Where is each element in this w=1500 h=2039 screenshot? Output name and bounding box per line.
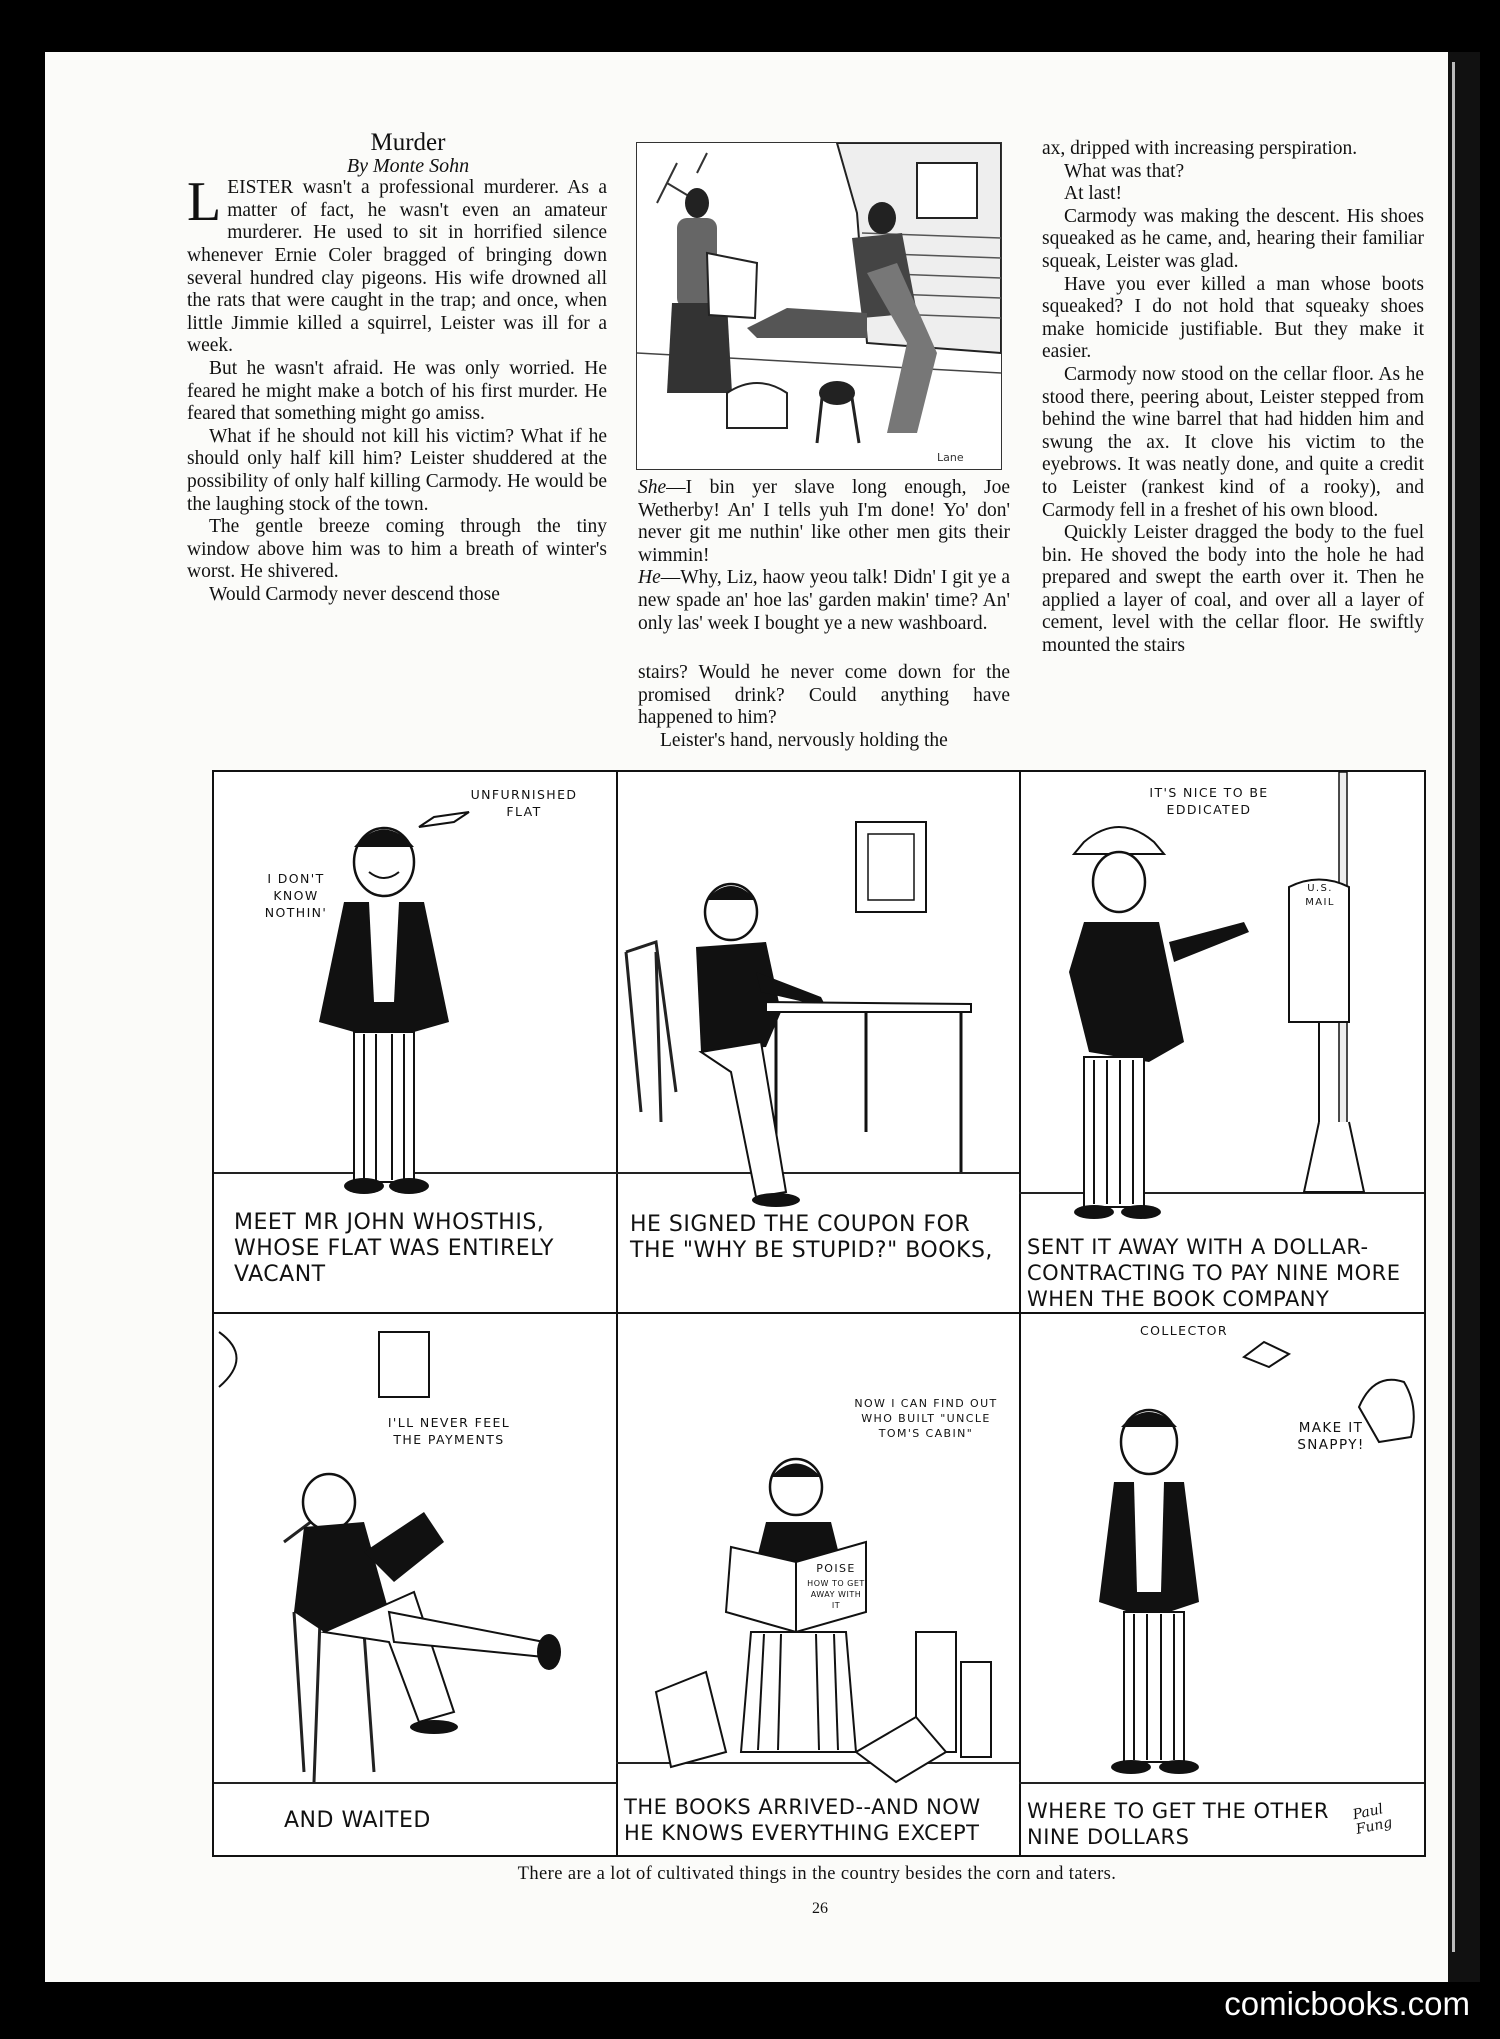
watermark: comicbooks.com xyxy=(1224,1985,1470,2022)
story-title: Murder xyxy=(370,129,446,156)
panel-3-caption: SENT IT AWAY WITH A DOLLAR-CONTRACTING TO PAY NINE MORE WHEN THE BOOK COMPANY xyxy=(1027,1235,1401,1311)
comic-panel-2 xyxy=(616,772,1021,1314)
story-paragraph: The gentle breeze coming through the tiny window above him was to him a breath of winter's worst. He shivered. xyxy=(187,516,607,583)
story-paragraph: Carmody now stood on the cellar floor. As he stood there, peering about, Leister stepped from behind the wine barrel that had hidden him and swung the ax. It clove his victim to the eyebrows. It was neatly done, and quite a credit to Leister (rankest kind of a rooky), and Carmody fell in a freshet of his own blood. xyxy=(1042,363,1424,521)
speech-balloon-panel-1: I DON'T KNOW NOTHIN' xyxy=(264,871,328,920)
story-column-3 xyxy=(1042,138,1424,658)
story-column-2 xyxy=(638,662,1010,752)
svg-text:Lane: Lane xyxy=(937,451,964,464)
story-paragraph: stairs? Would he never come down for the promised drink? Could anything have happened to him? xyxy=(638,662,1010,729)
strip-caption: There are a lot of cultivated things in the country besides the corn and taters. xyxy=(517,1864,1117,1884)
panel-2-caption: HE SIGNED THE COUPON FOR THE "WHY BE STUPID?" BOOKS, xyxy=(630,1212,993,1263)
drop-cap: L xyxy=(187,171,222,234)
panel-4-caption: AND WAITED xyxy=(284,1808,431,1833)
speech-balloon-panel-5: NOW I CAN FIND OUT WHO BUILT "UNCLE TOM'S CABIN" xyxy=(854,1397,998,1440)
story-paragraph: What if he should not kill his victim? What if he should only half kill him? Leister shuddered at the possibility of only half killing Carmody. He would be the laughing stock of the town. xyxy=(187,425,607,515)
story-paragraph: Carmody was making the descent. His shoes squeaked as he came, and, hearing their familiar squeak, Leister was glad. xyxy=(1042,205,1424,272)
cartoon-dialogue-he: He—Why, Liz, haow yeou talk! Didn' I git ye a new spade an' hoe las' garden makin' time? An' only las' week I bought ye a new washboard. xyxy=(638,567,1010,634)
farm-cartoon-illustration xyxy=(636,142,1002,470)
speech-balloon-panel-4: I'LL NEVER FEEL THE PAYMENTS xyxy=(387,1415,511,1447)
comic-panel-1 xyxy=(214,772,618,1314)
comic-panel-3 xyxy=(1019,772,1424,1314)
comic-panel-4 xyxy=(214,1312,618,1855)
next-page-edge xyxy=(1448,52,1480,1982)
story-paragraph: Would Carmody never descend those xyxy=(209,583,500,605)
comic-strip xyxy=(212,770,1426,1857)
story-column-1 xyxy=(187,129,607,606)
artist-signature: Paul Fung xyxy=(1351,1801,1394,1838)
label-unfurnished-flat: UNFURNISHED FLAT xyxy=(470,787,578,819)
mailbox-label: U.S. MAIL xyxy=(1305,883,1335,908)
label-collector: COLLECTOR xyxy=(1140,1323,1228,1338)
panel-1-caption: MEET MR JOHN WHOSTHIS, WHOSE FLAT WAS ENTIRELY VACANT xyxy=(234,1210,554,1287)
story-paragraph: Leister's hand, nervously holding the xyxy=(660,729,948,751)
speech-balloon-panel-6: MAKE IT SNAPPY! xyxy=(1297,1420,1365,1453)
panel-6-caption: WHERE TO GET THE OTHER NINE DOLLARS xyxy=(1027,1799,1330,1849)
story-paragraph: But he wasn't afraid. He was only worried. He feared he might make a botch of his first murder. He feared that something might go amiss. xyxy=(187,357,607,425)
comic-panel-6 xyxy=(1019,1312,1424,1855)
page-number: 26 xyxy=(812,1900,828,1917)
story-paragraph: ax, dripped with increasing perspiration. xyxy=(1042,138,1358,159)
story-paragraph: What was that? xyxy=(1064,160,1185,182)
cartoon-dialogue-she: She—I bin yer slave long enough, Joe Wetherby! An' I tells yuh I'm done! Yo' don' never git me nuthin' like other men gits their wimmin! xyxy=(638,477,1010,566)
panel-5-caption: THE BOOKS ARRIVED--AND NOW HE KNOWS EVERYTHING EXCEPT xyxy=(624,1795,981,1845)
story-byline: By Monte Sohn xyxy=(346,154,470,177)
story-paragraph: At last! xyxy=(1064,183,1122,205)
story-paragraph: Quickly Leister dragged the body to the fuel bin. He shoved the body into the hole he had prepared and swept the earth over it. Then he applied a layer of coal, and over all a layer of cement, level with the cellar floor. He swiftly mounted the stairs xyxy=(1042,522,1424,657)
comic-panel-5 xyxy=(616,1312,1021,1855)
book-title-poise: POISE xyxy=(816,1562,856,1575)
story-paragraph: Have you ever killed a man whose boots squeaked? I do not hold that squeaky shoes make homicide justifiable. But they make it easier. xyxy=(1042,273,1424,363)
cartoon-caption xyxy=(638,477,1010,635)
story-paragraph: LEISTER wasn't a professional murderer. As a matter of fact, he wasn't even an amateur murderer. He used to sit in horrified silence whenever Ernie Coler bragged of bringing down several hundred clay pigeons. His wife drowned all the rats that were caught in the trap; and once, when little Jimmie killed a squirrel, Leister was ill for a week. xyxy=(187,171,607,357)
speech-balloon-panel-3: IT'S NICE TO BE EDDICATED xyxy=(1149,785,1269,817)
book-subtitle: HOW TO GET AWAY WITH IT xyxy=(807,1579,865,1610)
